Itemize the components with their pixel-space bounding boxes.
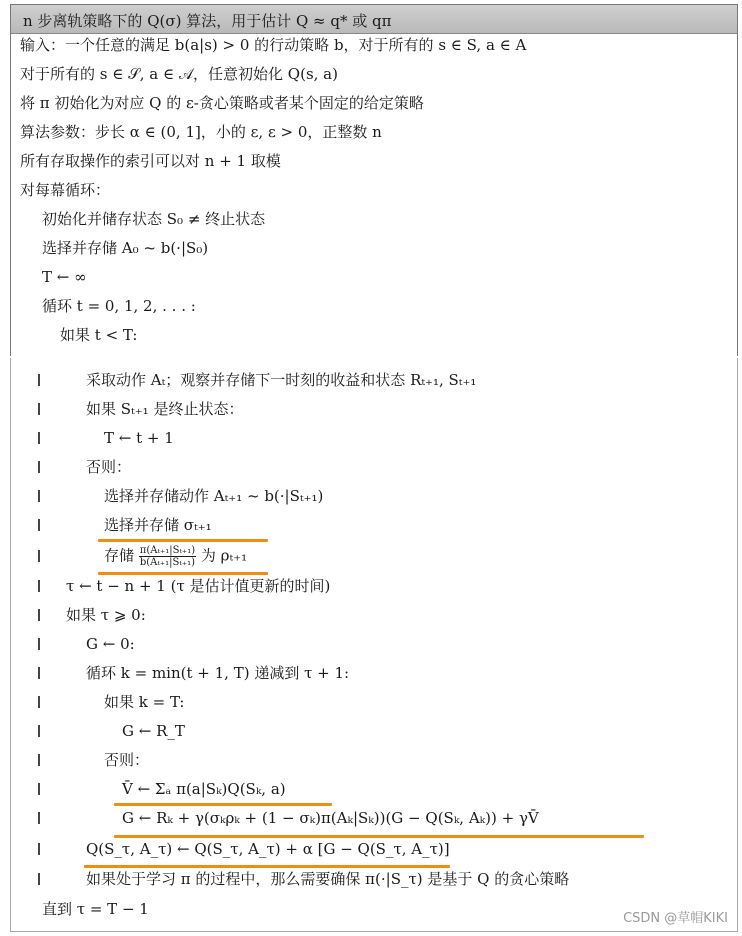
as-rho-label: 为 ρₜ₊₁: [200, 546, 248, 565]
highlight-underline: [114, 835, 644, 838]
line-input: 输入：一个任意的满足 b(a|s) > 0 的行动策略 b，对于所有的 s ∈ S, a ∈ A: [20, 36, 527, 54]
indent-bar: [38, 812, 40, 824]
highlight-underline: [114, 803, 332, 806]
line-init-state: 初始化并储存状态 S₀ ≠ 终止状态: [42, 210, 266, 228]
line-t-infinity: T ← ∞: [42, 268, 87, 286]
indent-bar: [38, 432, 40, 444]
line-modulo: 所有存取操作的索引可以对 n + 1 取模: [20, 152, 281, 170]
line-episode-loop: 对每幕循环：: [20, 181, 111, 199]
line-if-k-T: 如果 k = T:: [104, 693, 185, 711]
page-break: [0, 356, 742, 358]
highlight-underline: [84, 865, 450, 868]
indent-bar: [38, 725, 40, 737]
indent-bar: [38, 490, 40, 502]
store-label: 存储: [104, 546, 135, 565]
line-if-terminal: 如果 Sₜ₊₁ 是终止状态：: [86, 400, 244, 418]
highlight-underline: [98, 572, 268, 575]
line-g-zero: G ← 0:: [86, 635, 135, 653]
indent-bar: [38, 374, 40, 386]
fraction-denominator: b(Aₜ₊₁|Sₜ₊₁): [139, 557, 196, 568]
indent-bar: [38, 638, 40, 650]
indent-bar: [38, 580, 40, 592]
line-greedy-note: 如果处于学习 π 的过程中，那么需要确保 π(·|S_τ) 是基于 Q 的贪心策略: [86, 870, 570, 888]
line-vbar: V̄ ← Σₐ π(a|Sₖ)Q(Sₖ, a): [122, 780, 286, 798]
line-select-action: 选择并存储动作 Aₜ₊₁ ~ b(·|Sₜ₊₁): [104, 487, 324, 505]
line-select-sigma: 选择并存储 σₜ₊₁: [104, 516, 212, 534]
watermark: CSDN @草帽KIKI: [623, 911, 728, 926]
line-g-rt: G ← R_T: [122, 722, 185, 740]
line-step-loop: 循环 t = 0, 1, 2, . . . :: [42, 297, 196, 315]
line-if-t-lt-T: 如果 t < T:: [60, 326, 138, 344]
line-else-1: 否则：: [86, 458, 132, 476]
indent-bar: [38, 550, 40, 562]
line-until: 直到 τ = T − 1: [42, 900, 149, 918]
indent-bar: [38, 403, 40, 415]
line-init-pi: 将 π 初始化为对应 Q 的 ε-贪心策略或者某个固定的给定策略: [20, 94, 424, 112]
algorithm-title: n 步离轨策略下的 Q(σ) 算法，用于估计 Q ≈ q* 或 qπ: [23, 12, 392, 30]
highlight-underline: [98, 539, 268, 542]
line-set-T: T ← t + 1: [104, 429, 174, 447]
line-tau: τ ← t − n + 1 (τ 是估计值更新的时间): [66, 577, 331, 595]
algorithm-header: [11, 5, 737, 34]
line-store-ratio: [104, 545, 247, 568]
fraction-numerator: π(Aₜ₊₁|Sₜ₊₁): [139, 545, 196, 556]
indent-bar: [38, 609, 40, 621]
line-init-q: 对于所有的 s ∈ 𝒮, a ∈ 𝒜，任意初始化 Q(s, a): [20, 65, 338, 83]
line-q-update: Q(S_τ, A_τ) ← Q(S_τ, A_τ) + α [G − Q(S_τ, A_τ)]: [86, 840, 450, 858]
line-if-tau: 如果 τ ⩾ 0:: [66, 606, 146, 624]
indent-bar: [38, 667, 40, 679]
line-k-loop: 循环 k = min(t + 1, T) 递减到 τ + 1:: [86, 664, 350, 682]
indent-bar: [38, 873, 40, 885]
line-params: 算法参数：步长 α ∈ (0, 1]，小的 ε, ε > 0，正整数 n: [20, 123, 382, 141]
indent-bar: [38, 754, 40, 766]
line-take-action: 采取动作 Aₜ；观察并存储下一时刻的收益和状态 Rₜ₊₁, Sₜ₊₁: [86, 371, 477, 389]
indent-bar: [38, 843, 40, 855]
line-else-2: 否则：: [104, 751, 150, 769]
indent-bar: [38, 696, 40, 708]
line-select-a0: 选择并存储 A₀ ~ b(·|S₀): [42, 239, 209, 257]
indent-bar: [38, 783, 40, 795]
line-g-update: G ← Rₖ + γ(σₖρₖ + (1 − σₖ)π(Aₖ|Sₖ))(G − Q(Sₖ, Aₖ)) + γV̄: [122, 809, 539, 827]
indent-bar: [38, 461, 40, 473]
indent-bar: [38, 519, 40, 531]
importance-ratio-fraction: [139, 545, 196, 568]
